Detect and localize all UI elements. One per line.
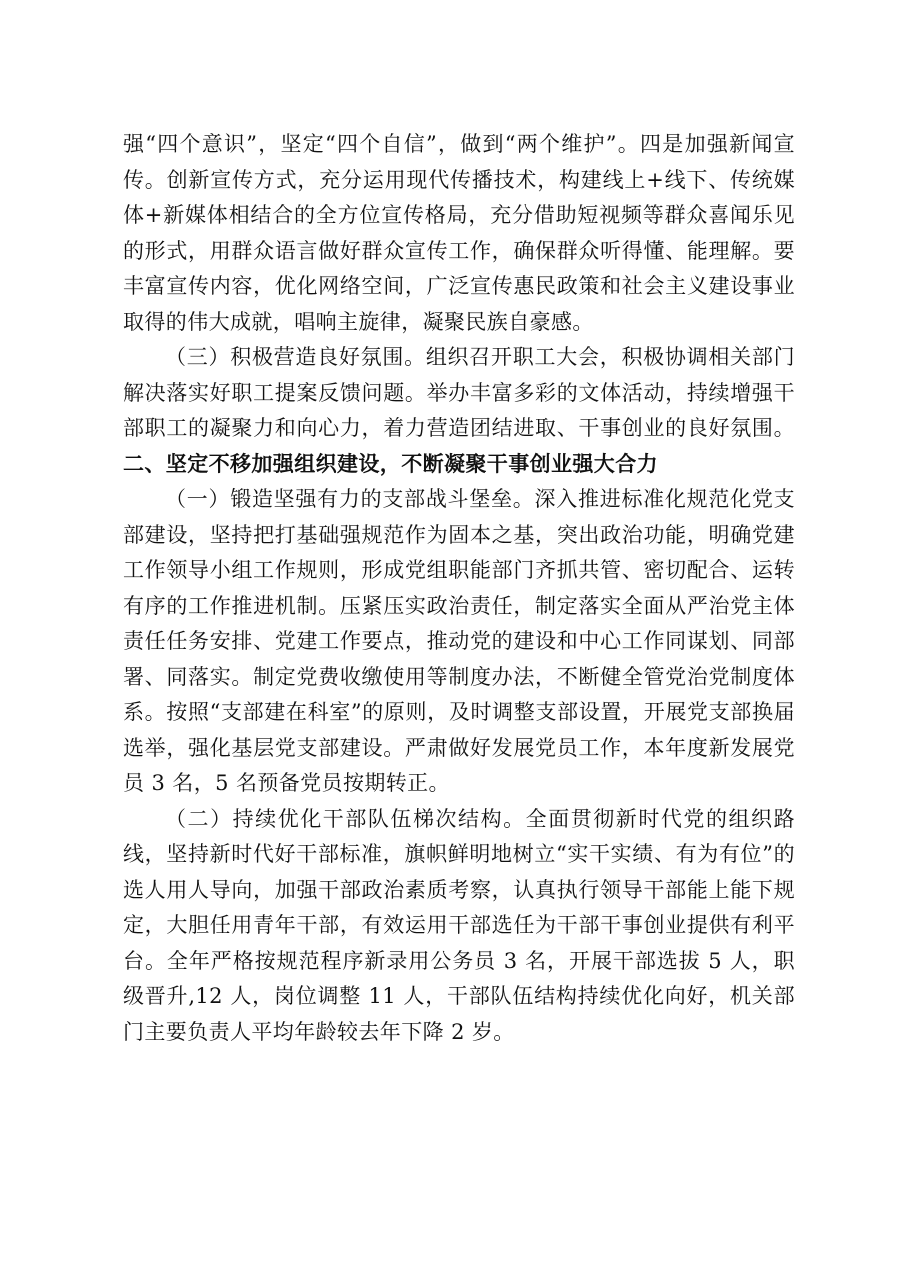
paragraph-text: （二）持续优化干部队伍梯次结构。全面贯彻新时代党的组织路线，坚持新时代好干部标准，旗帜鲜明地树立“实干实绩、有为有位”的选人用人导向，加强干部政治素质考察，认真执行领导干部能上能下规定，大胆任用青年干部，有效运用干部选任为干部干事创业提供有利平台。全年严格按规范程序新录用公务员 3 名，开展干部选拔 5 人，职级晋升,12 人，岗位调整 11 人，干部队伍结构持续优化向好，机关部门主要负责人平均年龄较去年下降 2 岁。 [123,806,795,1044]
paragraph-text: （三）积极营造良好氛围。组织召开职工大会，积极协调相关部门解决落实好职工提案反馈问题。举办丰富多彩的文体活动，持续增强干部职工的凝聚力和向心力，着力营造团结进取、干事创业的良好氛围。 [123,345,795,440]
paragraph-subsection-2 [123,802,795,1051]
paragraph-section-3 [123,340,795,482]
section-heading-2: 二、坚定不移加强组织建设，不断凝聚干事创业强大合力 [123,451,658,476]
paragraph-continued [123,127,795,340]
paragraph-text: （一）锻造坚强有力的支部战斗堡垒。深入推进标准化规范化党支部建设，坚持把打基础强规范作为固本之基，突出政治功能，明确党建工作领导小组工作规则，形成党组职能部门齐抓共管、密切配合、运转有序的工作推进机制。压紧压实政治责任，制定落实全面从严治党主体责任任务安排、党建工作要点，推动党的建设和中心工作同谋划、同部署、同落实。制定党费收缴使用等制度办法，不断健全管党治党制度体系。按照“支部建在科室”的原则，及时调整支部设置，开展党支部换届选举，强化基层党支部建设。严肃做好发展党员工作，本年度新发展党员 3 名，5 名预备党员按期转正。 [123,487,795,795]
paragraph-text: 强“四个意识”，坚定“四个自信”，做到“两个维护”。四是加强新闻宣传。创新宣传方式，充分运用现代传播技术，构建线上+线下、传统媒体+新媒体相结合的全方位宣传格局，充分借助短视频等群众喜闻乐见的形式，用群众语言做好群众宣传工作，确保群众听得懂、能理解。要丰富宣传内容，优化网络空间，广泛宣传惠民政策和社会主义建设事业取得的伟大成就，唱响主旋律，凝聚民族自豪感。 [123,132,795,334]
paragraph-subsection-1 [123,482,795,802]
document-page [123,127,795,1050]
